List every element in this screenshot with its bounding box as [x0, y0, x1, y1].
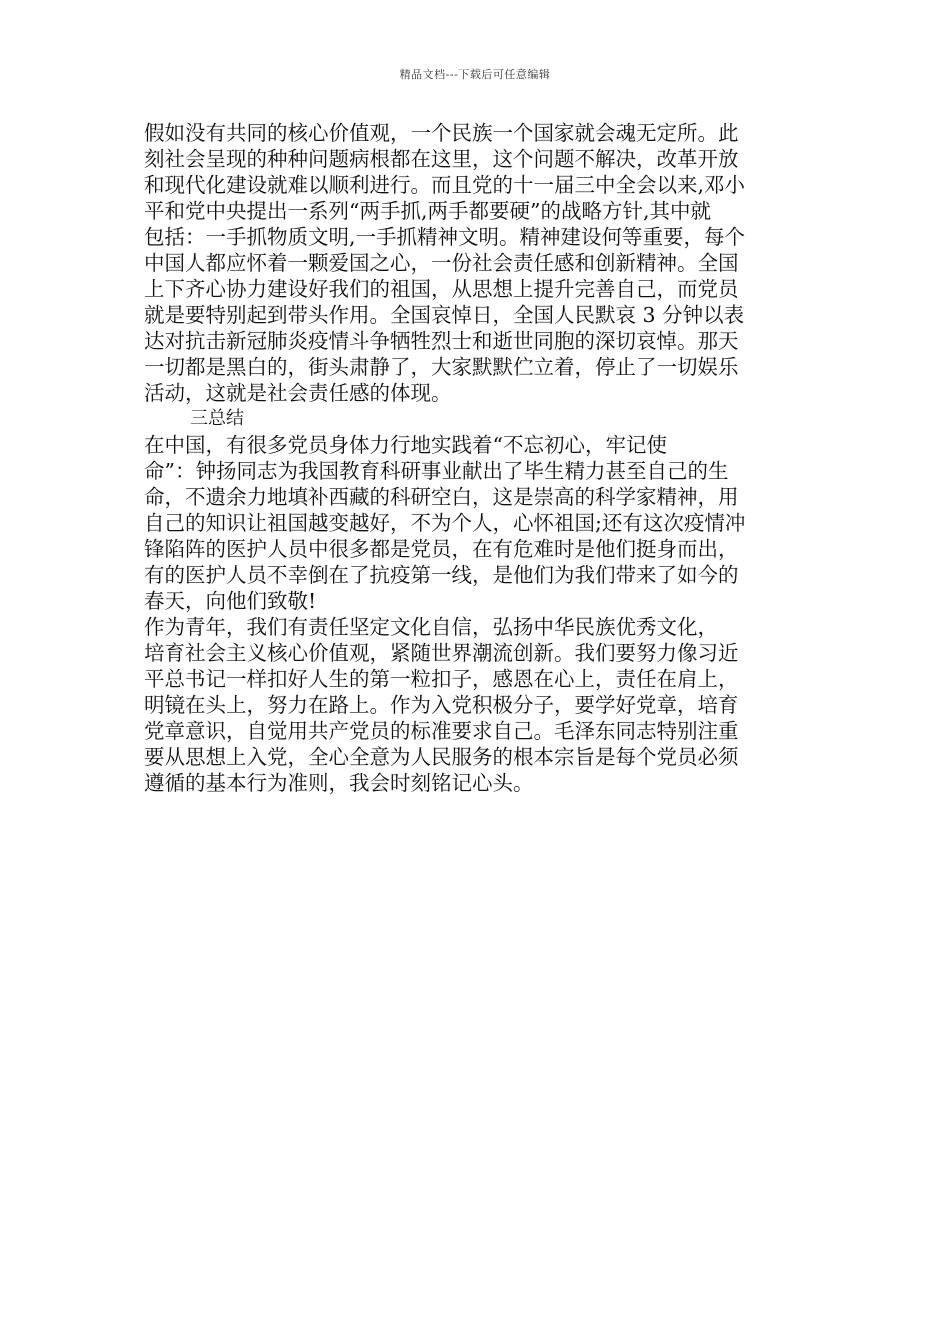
paragraph-2 [144, 432, 824, 614]
text-line: 包括：一手抓物质文明,一手抓精神文明。精神建设何等重要，每个 [144, 225, 746, 249]
text-line: 党章意识，自觉用共产党员的标准要求自己。毛泽东同志特别注重 [144, 719, 739, 743]
text-line: 要从思想上入党，全心全意为人民服务的根本宗旨是每个党员必须 [144, 745, 739, 769]
text-line: 自己的知识让祖国越变越好，不为个人，心怀祖国;还有这次疫情冲 [144, 511, 746, 535]
text-line: 和现代化建设就难以顺利进行。而且党的十一届三中全会以来,邓小 [144, 173, 746, 197]
text-line: 平和党中央提出一系列“两手抓,两手都要硬”的战略方针,其中就 [144, 199, 711, 223]
section-heading: 三总结 [190, 408, 244, 429]
text-line: 活动，这就是社会责任感的体现。 [144, 381, 452, 405]
text-line: 假如没有共同的核心价值观，一个民族一个国家就会魂无定所。此 [144, 121, 739, 145]
text-line: 在中国，有很多党员身体力行地实践着“不忘初心，牢记使 [144, 433, 667, 457]
text-line: 春天，向他们致敬! [144, 589, 317, 613]
text-line: 中国人都应怀着一颗爱国之心，一份社会责任感和创新精神。全国 [144, 251, 739, 275]
text-line: 明镜在头上，努力在路上。作为入党积极分子，要学好党章，培育 [144, 693, 739, 717]
text-line: 锋陷阵的医护人员中很多都是党员，在有危难时是他们挺身而出， [144, 537, 739, 561]
text-line: 有的医护人员不幸倒在了抗疫第一线，是他们为我们带来了如今的 [144, 563, 739, 587]
document-body [144, 120, 824, 796]
text-line: 命，不遗余力地填补西藏的科研空白，这是崇高的科学家精神，用 [144, 485, 739, 509]
text-line: 遵循的基本行为准则，我会时刻铭记心头。 [144, 771, 534, 795]
text-line: 一切都是黑白的，街头肃静了，大家默默伫立着，停止了一切娱乐 [144, 355, 739, 379]
text-line: 达对抗击新冠肺炎疫情斗争牺牲烈士和逝世同胞的深切哀悼。那天 [144, 329, 739, 353]
text-line: 就是要特别起到带头作用。全国哀悼日，全国人民默哀 3 分钟以表 [144, 303, 745, 327]
text-line: 命”：钟扬同志为我国教育科研事业献出了毕生精力甚至自己的生 [144, 459, 729, 483]
page-header: 精品文档---下载后可任意编辑 [399, 68, 551, 81]
paragraph-1 [144, 120, 824, 406]
text-line: 培育社会主义核心价值观，紧随世界潮流创新。我们要努力像习近 [144, 641, 739, 665]
text-line: 平总书记一样扣好人生的第一粒扣子，感恩在心上，责任在肩上， [144, 667, 739, 691]
paragraph-3 [144, 614, 824, 796]
text-line: 刻社会呈现的种种问题病根都在这里，这个问题不解决，改革开放 [144, 147, 739, 171]
text-line: 上下齐心协力建设好我们的祖国，从思想上提升完善自己，而党员 [144, 277, 739, 301]
text-line: 作为青年，我们有责任坚定文化自信，弘扬中华民族优秀文化， [144, 615, 718, 639]
